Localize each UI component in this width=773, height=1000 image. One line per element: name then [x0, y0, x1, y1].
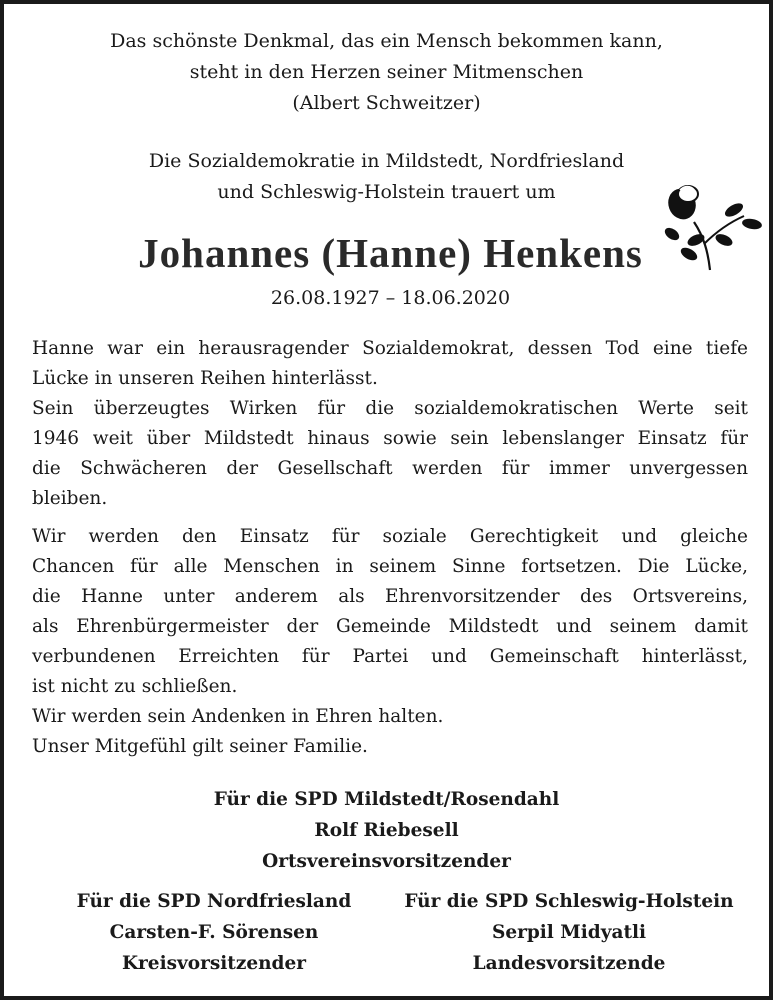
- text-line: 1946 weit über Mildstedt hinaus sowie sein lebenslanger Einsatz für: [32, 428, 748, 449]
- quote-author: (Albert Schweitzer): [292, 92, 481, 114]
- signature-role: Ortsvereinsvorsitzender: [262, 851, 511, 872]
- tribute-paragraph-2: [32, 522, 748, 762]
- signature-role: Kreisvorsitzender: [121, 953, 307, 974]
- text-line: Unser Mitgefühl gilt seiner Familie.: [32, 736, 368, 757]
- mourning-intro: [4, 146, 769, 208]
- quote-line: Das schönste Denkmal, das ein Mensch bekommen kann,: [110, 30, 663, 52]
- signature-org: Für die SPD Schleswig-Holstein: [404, 891, 734, 912]
- text-line: verbundenen Erreichten für Partei und Gemeinschaft hinterlässt,: [32, 646, 748, 667]
- text-line: Chancen für alle Menschen in seinem Sinne fortsetzen. Die Lücke,: [32, 556, 748, 577]
- signature-person: Serpil Midyatli: [491, 922, 647, 943]
- signature-person: Carsten-F. Sörensen: [109, 922, 319, 943]
- text-line: Sein überzeugtes Wirken für die sozialdemokratischen Werte seit: [32, 398, 748, 419]
- signature-spd-schleswig-holstein: [394, 886, 744, 979]
- tribute-paragraph-1: [32, 334, 748, 514]
- signature-org: Für die SPD Nordfriesland: [76, 891, 352, 912]
- text-line: Wir werden sein Andenken in Ehren halten.: [32, 706, 444, 727]
- deceased-name: Johannes (Hanne) Henkens: [138, 230, 643, 276]
- text-line: ist nicht zu schließen.: [32, 676, 238, 697]
- quote-line: steht in den Herzen seiner Mitmenschen: [189, 61, 584, 83]
- signature-spd-nordfriesland: [44, 886, 384, 979]
- text-line: die Hanne unter anderem als Ehrenvorsitzender des Ortsvereins,: [32, 586, 748, 607]
- text-line: die Schwächeren der Gesellschaft werden für immer unvergessen: [32, 458, 748, 479]
- signature-spd-mildstedt: [4, 784, 769, 877]
- text-line: bleiben.: [32, 488, 108, 509]
- text-line: Wir werden den Einsatz für soziale Gerechtigkeit und gleiche: [32, 526, 748, 547]
- life-dates: 26.08.1927 – 18.06.2020: [270, 287, 511, 309]
- signature-role: Landesvorsitzende: [472, 953, 666, 974]
- signature-org: Für die SPD Mildstedt/Rosendahl: [213, 789, 560, 810]
- quote-block: [4, 26, 769, 119]
- mourning-line: Die Sozialdemokratie in Mildstedt, Nordfriesland: [148, 150, 625, 172]
- text-line: Lücke in unseren Reihen hinterlässt.: [32, 368, 378, 389]
- text-line: Hanne war ein herausragender Sozialdemokrat, dessen Tod eine tiefe: [32, 338, 748, 359]
- signature-person: Rolf Riebesell: [314, 820, 459, 841]
- text-line: als Ehrenbürgermeister der Gemeinde Mildstedt und seinem damit: [32, 616, 748, 637]
- mourning-line: und Schleswig-Holstein trauert um: [217, 181, 556, 203]
